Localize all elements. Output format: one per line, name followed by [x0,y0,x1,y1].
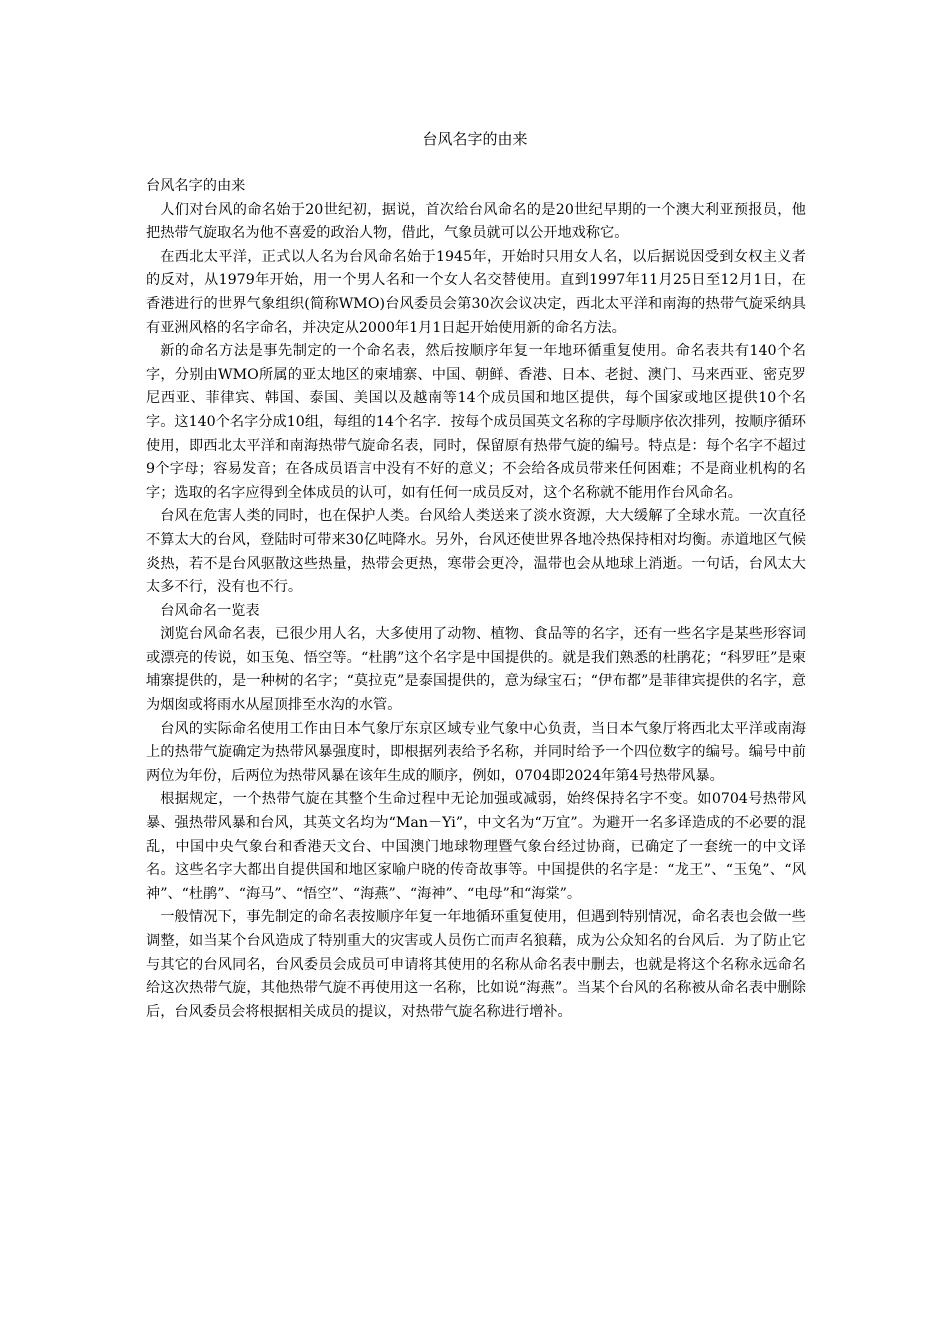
paragraph: 台风的实际命名使用工作由日本气象厅东京区域专业气象中心负责，当日本气象厅将西北太平洋或南海上的热带气旋确定为热带风暴强度时，即根据列表给予名称，并同时给予一个四位数字的编号。编号中前两位为年份，后两位为热带风暴在该年生成的顺序，例如，0704即2024年第4号热带风暴。 [146,720,806,784]
paragraph: 新的命名方法是事先制定的一个命名表，然后按顺序年复一年地环循重复使用。命名表共有140个名字，分别由WMO所属的亚太地区的柬埔寨、中国、朝鲜、香港、日本、老挝、澳门、马来西亚、密克罗尼西亚、菲律宾、韩国、泰国、美国以及越南等14个成员国和地区提供，每个国家或地区提供10个名字。这140个名字分成10组，每组的14个名字．按每个成员国英文名称的字母顺序依次排列，按顺序循环使用，即西北太平洋和南海热带气旋命名表，同时，保留原有热带气旋的编号。特点是：每个名字不超过9个字母；容易发音；在各成员语言中没有不好的意义；不会给各成员带来任何困难；不是商业机构的名字；选取的名字应得到全体成员的认可，如有任何一成员反对，这个名称就不能用作台风命名。 [146,343,806,501]
paragraph: 人们对台风的命名始于20世纪初，据说，首次给台风命名的是20世纪早期的一个澳大利亚预报员，他把热带气旋取名为他不喜爱的政治人物，借此，气象员就可以公开地戏称它。 [146,201,806,242]
paragraph: 台风在危害人类的同时，也在保护人类。台风给人类送来了淡水资源，大大缓解了全球水荒。一次直径不算太大的台风，登陆时可带来30亿吨降水。另外，台风还使世界各地冷热保持相对均衡。赤道地区气候炎热，若不是台风驱散这些热量，热带会更热，寒带会更冷，温带也会从地球上消逝。一句话，台风太大太多不行，没有也不行。 [146,508,806,596]
paragraph: 浏览台风命名表，已很少用人名，大多使用了动物、植物、食品等的名字，还有一些名字是某些形容词或漂亮的传说，如玉兔、悟空等。“杜鹃”这个名字是中国提供的。就是我们熟悉的杜鹃花；“科罗旺”是柬埔寨提供的，是一种树的名字；“莫拉克”是泰国提供的，意为绿宝石；“伊布都”是菲律宾提供的名字，意为烟囱或将雨水从屋顶排至水沟的水管。 [146,626,806,714]
paragraph: 根据规定，一个热带气旋在其整个生命过程中无论加强或减弱，始终保持名字不变。如0704号热带风暴、强热带风暴和台风，其英文名均为“Man－Yi”，中文名为“万宜”。为避开一名多译造成的不必要的混乱，中国中央气象台和香港天文台、中国澳门地球物理暨气象台经过协商，已确定了一套统一的中文译名。这些名字大都出自提供国和地区家喻户晓的传奇故事等。中国提供的名字是：“龙王”、“玉兔”、“风神”、“杜鹃”、“海马”、“悟空”、“海燕”、“海神”、“电母”和“海棠”。 [146,791,806,902]
document-title: 台风名字的由来 [422,130,528,148]
paragraph: 在西北太平洋，正式以人名为台风命名始于1945年，开始时只用女人名，以后据说因受到女权主义者的反对，从1979年开始，用一个男人名和一个女人名交替使用。直到1997年11月25日至12月1日，在香港进行的世界气象组织(简称WMO)台风委员会第30次会议决定，西北太平洋和南海的热带气旋采纳具有亚洲风格的名字命名，并决定从2000年1月1日起开始使用新的命名方法。 [146,248,806,336]
document-body [146,175,806,1024]
section-heading-origin: 台风名字的由来 [146,178,246,194]
section-heading-name-list: 台风命名一览表 [160,602,260,619]
paragraph: 一般情况下，事先制定的命名表按顺序年复一年地循环重复使用，但遇到特别情况，命名表也会做一些调整，如当某个台风造成了特别重大的灾害或人员伤亡而声名狼藉，成为公众知名的台风后．为了防止它与其它的台风同名，台风委员会成员可申请将其使用的名称从命名表中删去，也就是将这个名称永远命名给这次热带气旋，其他热带气旋不再使用这一名称，比如说“海燕”。当某个台风的名称被从命名表中删除后，台风委员会将根据相关成员的提议，对热带气旋名称进行增补。 [146,909,806,1020]
